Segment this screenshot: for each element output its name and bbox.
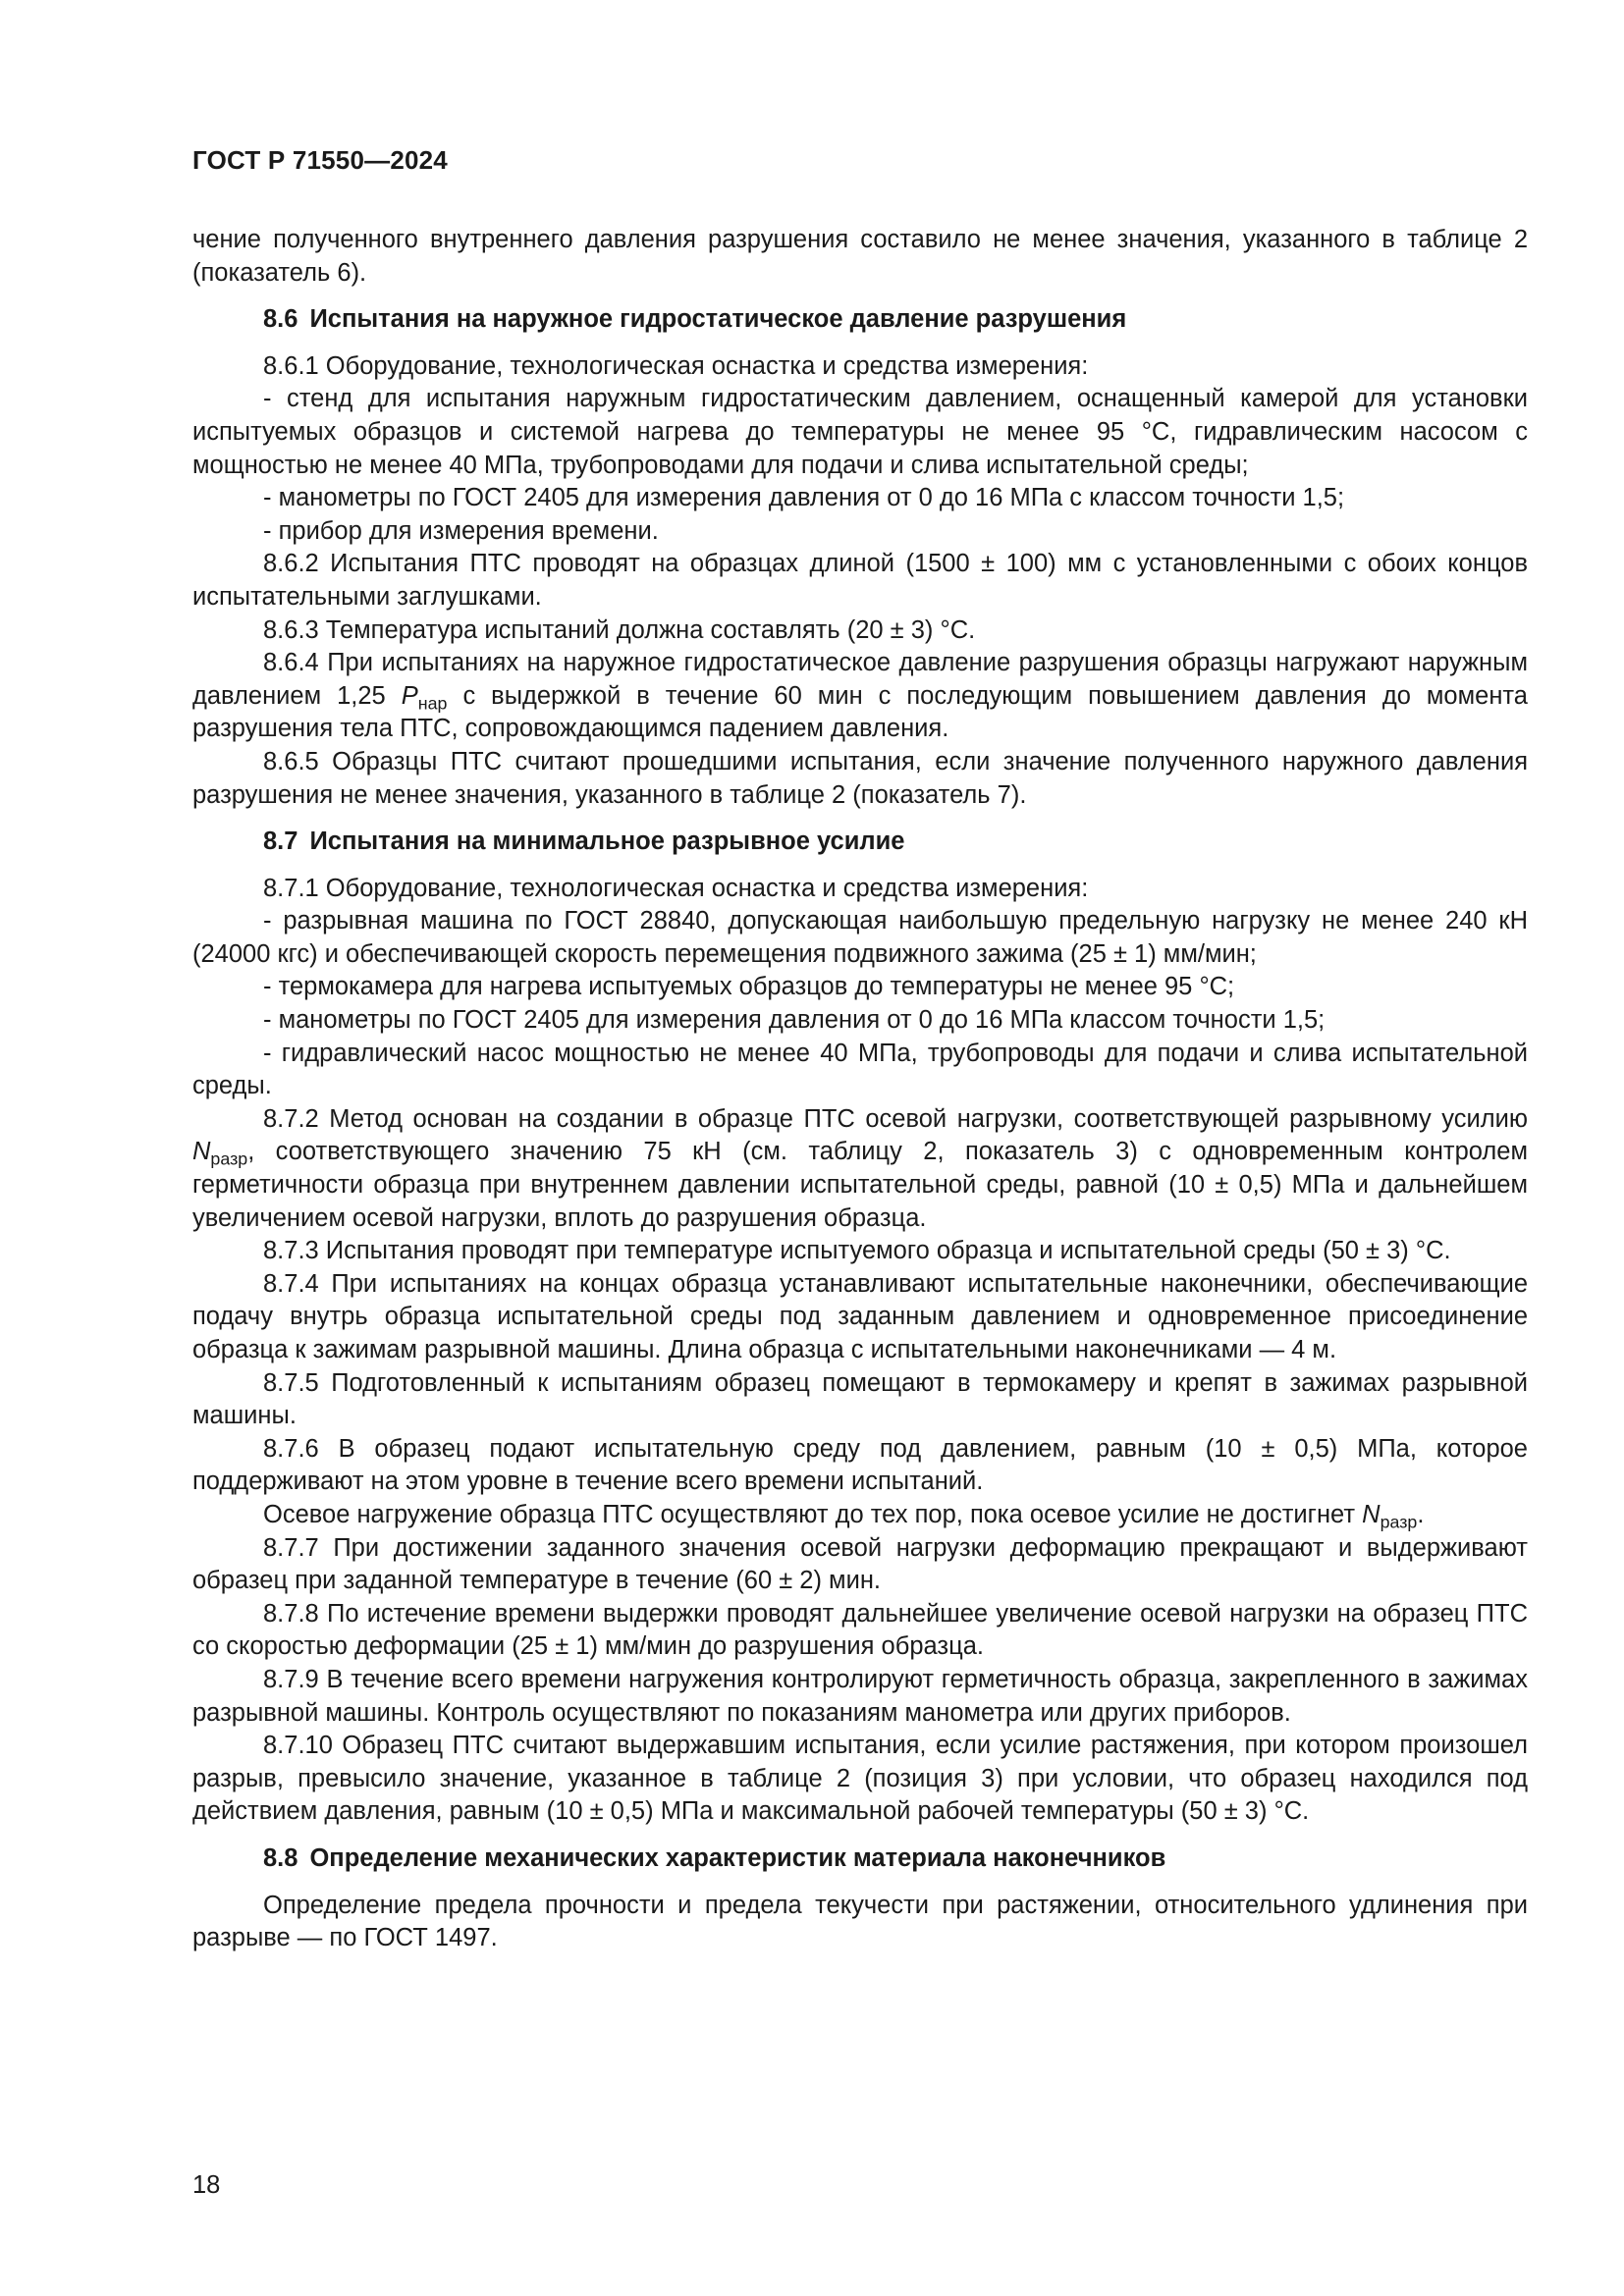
paragraph: - разрывная машина по ГОСТ 28840, допускающая наибольшую предельную нагрузку не менее 240 кН (24000 кгс) и обеспечивающей скорость перемещения подвижного зажима (25 ± 1) мм/мин; <box>192 907 1528 968</box>
text-run: , соответствующего значению 75 кН (см. таблицу 2, показатель 3) с одновременным контролем герметичности образца при внутреннем давлении испытательной среды, равной (10 ± 0,5) МПа и дальнейшем увеличением осевой нагрузки, вплоть до разрушения образца. <box>192 1138 1528 1232</box>
paragraph: 8.6.1 Оборудование, технологическая оснастка и средства измерения: <box>263 351 1089 380</box>
symbol-subscript: разр <box>1380 1512 1418 1532</box>
symbol: N <box>1362 1500 1380 1528</box>
paragraph: 8.6.5 Образцы ПТС считают прошедшими испытания, если значение полученного наружного давления разрушения не менее значения, указанного в таблице 2 (показатель 7). <box>192 747 1528 809</box>
paragraph: - термокамера для нагрева испытуемых образцов до температуры не менее 95 °С; <box>263 973 1235 1001</box>
paragraph: 8.7.1 Оборудование, технологическая оснастка и средства измерения: <box>263 874 1089 902</box>
symbol-subscript: нар <box>417 693 448 714</box>
symbol: N <box>192 1138 211 1166</box>
text-run: 8.6.4 При испытаниях на наружное гидростатическое давление разрушения образцы нагружают наружным давлением 1,25 <box>192 649 1528 710</box>
paragraph: чение полученного внутреннего давления разрушения составило не менее значения, указанного в таблице 2 (показатель 6). <box>192 226 1528 287</box>
symbol: P <box>401 681 418 710</box>
paragraph <box>192 1103 1528 1235</box>
paragraph: - манометры по ГОСТ 2405 для измерения давления от 0 до 16 МПа классом точности 1,5; <box>263 1006 1326 1035</box>
symbol-subscript: разр <box>210 1148 248 1169</box>
paragraph: - гидравлический насос мощностью не менее 40 МПа, трубопроводы для подачи и слива испытательной среды. <box>192 1039 1528 1100</box>
section-heading <box>192 826 1528 859</box>
text-run: 8.7.2 Метод основан на создании в образце ПТС осевой нагрузки, соответствующей разрывному усилию <box>263 1104 1528 1133</box>
paragraph: 8.6.2 Испытания ПТС проводят на образцах длиной (1500 ± 100) мм с установленными с обоих концов испытательными заглушками. <box>192 550 1528 611</box>
text-run: с выдержкой в течение 60 мин с последующим повышением давления до момента разрушения тела ПТС, сопровождающимся падением давления. <box>192 681 1528 743</box>
paragraph: Определение предела прочности и предела текучести при растяжении, относительного удлинения при разрыве — по ГОСТ 1497. <box>192 1891 1528 1952</box>
paragraph: 8.7.8 По истечение времени выдержки проводят дальнейшее увеличение осевой нагрузки на образец ПТС со скоростью деформации (25 ± 1) мм/мин до разрушения образца. <box>192 1599 1528 1661</box>
paragraph: 8.6.3 Температура испытаний должна составлять (20 ± 3) °С. <box>263 615 976 644</box>
section-number: 8.8 <box>263 1843 298 1872</box>
section-number: 8.7 <box>263 828 298 856</box>
paragraph: 8.7.5 Подготовленный к испытаниям образец помещают в термокамеру и крепят в зажимах разрывной машины. <box>192 1368 1528 1430</box>
paragraph: - манометры по ГОСТ 2405 для измерения давления от 0 до 16 МПа с классом точности 1,5; <box>263 484 1345 512</box>
paragraph <box>192 1499 1528 1532</box>
section-title: Испытания на минимальное разрывное усилие <box>309 828 905 856</box>
paragraph: 8.7.6 В образец подают испытательную среду под давлением, равным (10 ± 0,5) МПа, которое поддерживают на этом уровне в течение всего времени испытаний. <box>192 1434 1528 1496</box>
paragraph: 8.7.4 При испытаниях на концах образца устанавливают испытательные наконечники, обеспечивающие подачу внутрь образца испытательной среды под заданным давлением и одновременное присоединение образца к зажимам разрывной машины. Длина образца с испытательными наконечниками — 4 м. <box>192 1269 1528 1363</box>
paragraph: - прибор для измерения времени. <box>263 516 659 545</box>
document-body <box>192 224 1528 1955</box>
section-number: 8.6 <box>263 305 298 334</box>
paragraph: - стенд для испытания наружным гидростатическим давлением, оснащенный камерой для установки испытуемых образцов и системой нагрева до температуры не менее 95 °С, гидравлическим насосом с мощностью не менее 40 МПа, трубопроводами для подачи и слива испытательной среды; <box>192 385 1528 479</box>
document-header: ГОСТ Р 71550—2024 <box>192 145 448 175</box>
paragraph <box>192 647 1528 746</box>
paragraph: 8.7.7 При достижении заданного значения осевой нагрузки деформацию прекращают и выдерживают образец при заданной температуре в течение (60 ± 2) мин. <box>192 1533 1528 1595</box>
paragraph: 8.7.3 Испытания проводят при температуре испытуемого образца и испытательной среды (50 ± 3) °С. <box>263 1237 1451 1265</box>
section-heading <box>192 303 1528 337</box>
text-run: . <box>1417 1500 1425 1528</box>
text-run: Осевое нагружение образца ПТС осуществляют до тех пор, пока осевое усилие не достигнет <box>263 1500 1363 1528</box>
paragraph: 8.7.9 В течение всего времени нагружения контролируют герметичность образца, закрепленного в зажимах разрывной машины. Контроль осуществляют по показаниям манометра или других приборов. <box>192 1665 1528 1727</box>
section-heading <box>192 1842 1528 1876</box>
section-title: Определение механических характеристик материала наконечников <box>309 1843 1166 1872</box>
paragraph: 8.7.10 Образец ПТС считают выдержавшим испытания, если усилие растяжения, при котором произошел разрыв, превысило значение, указанное в таблице 2 (позиция 3) при условии, что образец находился под действием давления, равным (10 ± 0,5) МПа и максимальной рабочей температуры (50 ± 3) °С. <box>192 1732 1528 1826</box>
section-title: Испытания на наружное гидростатическое давление разрушения <box>309 305 1127 334</box>
page-number: 18 <box>192 2171 221 2199</box>
